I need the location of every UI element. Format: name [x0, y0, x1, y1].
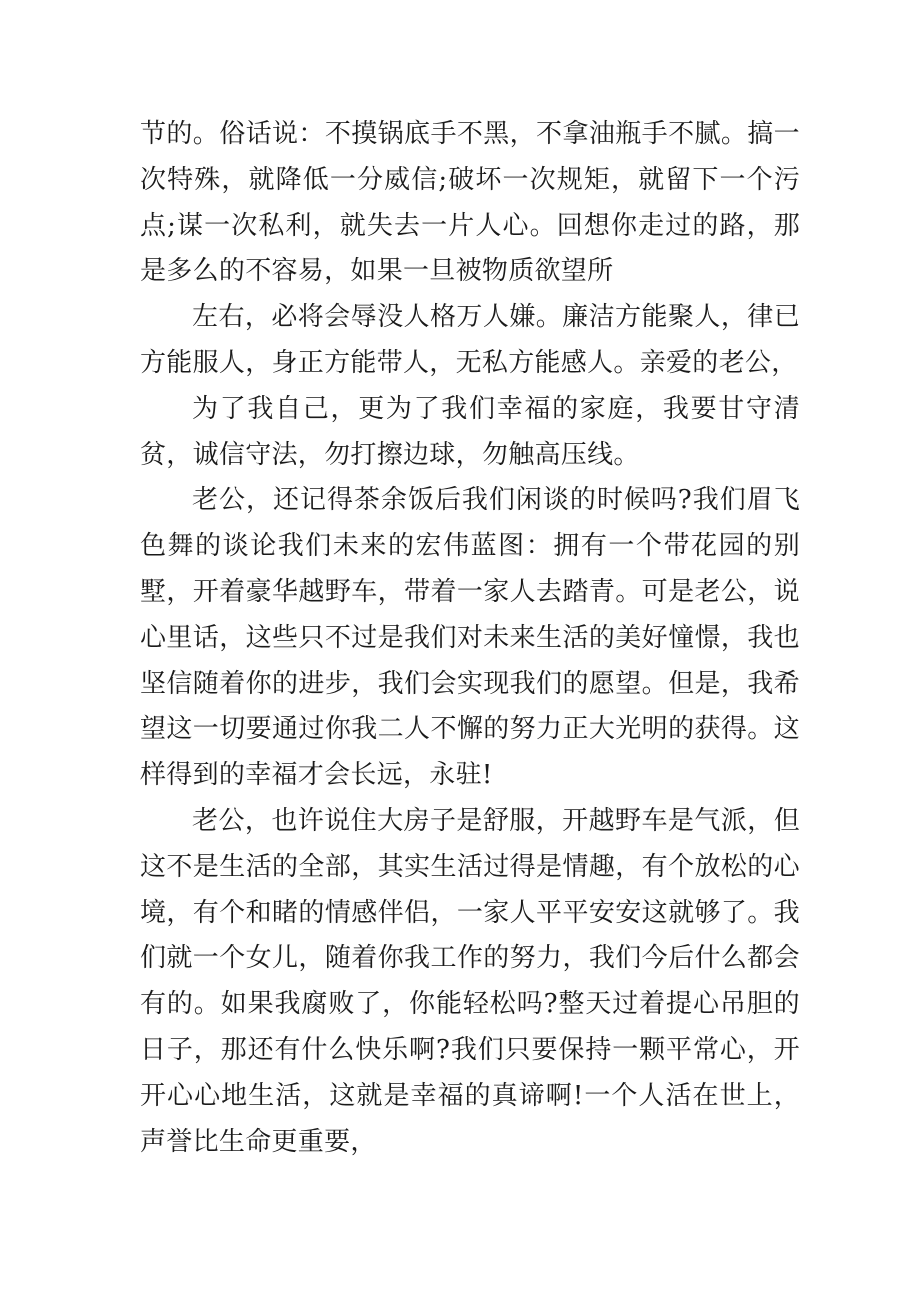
paragraph-3: 为了我自己，更为了我们幸福的家庭，我要甘守清贫，诚信守法，勿打擦边球，勿触高压线。: [140, 393, 800, 470]
document-body: [140, 112, 800, 1165]
paragraph-5: 老公，也许说住大房子是舒服，开越野车是气派，但这不是生活的全部，其实生活过得是情趣，有个放松的心境，有个和睹的情感伴侣，一家人平平安安这就够了。我们就一个女儿，随着你我工作的努力，我们今后什么都会有的。如果我腐败了，你能轻松吗?整天过着提心吊胆的日子，那还有什么快乐啊?我们只要保持一颗平常心，开开心心地生活，这就是幸福的真谛啊!一个人活在世上，声誉比生命更重要，: [140, 805, 800, 1157]
paragraph-1: 节的。俗话说：不摸锅底手不黑，不拿油瓶手不腻。搞一次特殊，就降低一分威信;破坏一次规矩，就留下一个污点;谋一次私利，就失去一片人心。回想你走过的路，那是多么的不容易，如果一旦被物质欲望所: [140, 119, 800, 287]
paragraph-4: 老公，还记得茶余饭后我们闲谈的时候吗?我们眉飞色舞的谈论我们未来的宏伟蓝图：拥有一个带花园的别墅，开着豪华越野车，带着一家人去踏青。可是老公，说心里话，这些只不过是我们对未来生活的美好憧憬，我也坚信随着你的进步，我们会实现我们的愿望。但是，我希望这一切要通过你我二人不懈的努力正大光明的获得。这样得到的幸福才会长远，永驻!: [140, 485, 800, 791]
paragraph-2: 左右，必将会辱没人格万人嫌。廉洁方能聚人，律已方能服人，身正方能带人，无私方能感人。亲爱的老公，: [140, 302, 800, 378]
